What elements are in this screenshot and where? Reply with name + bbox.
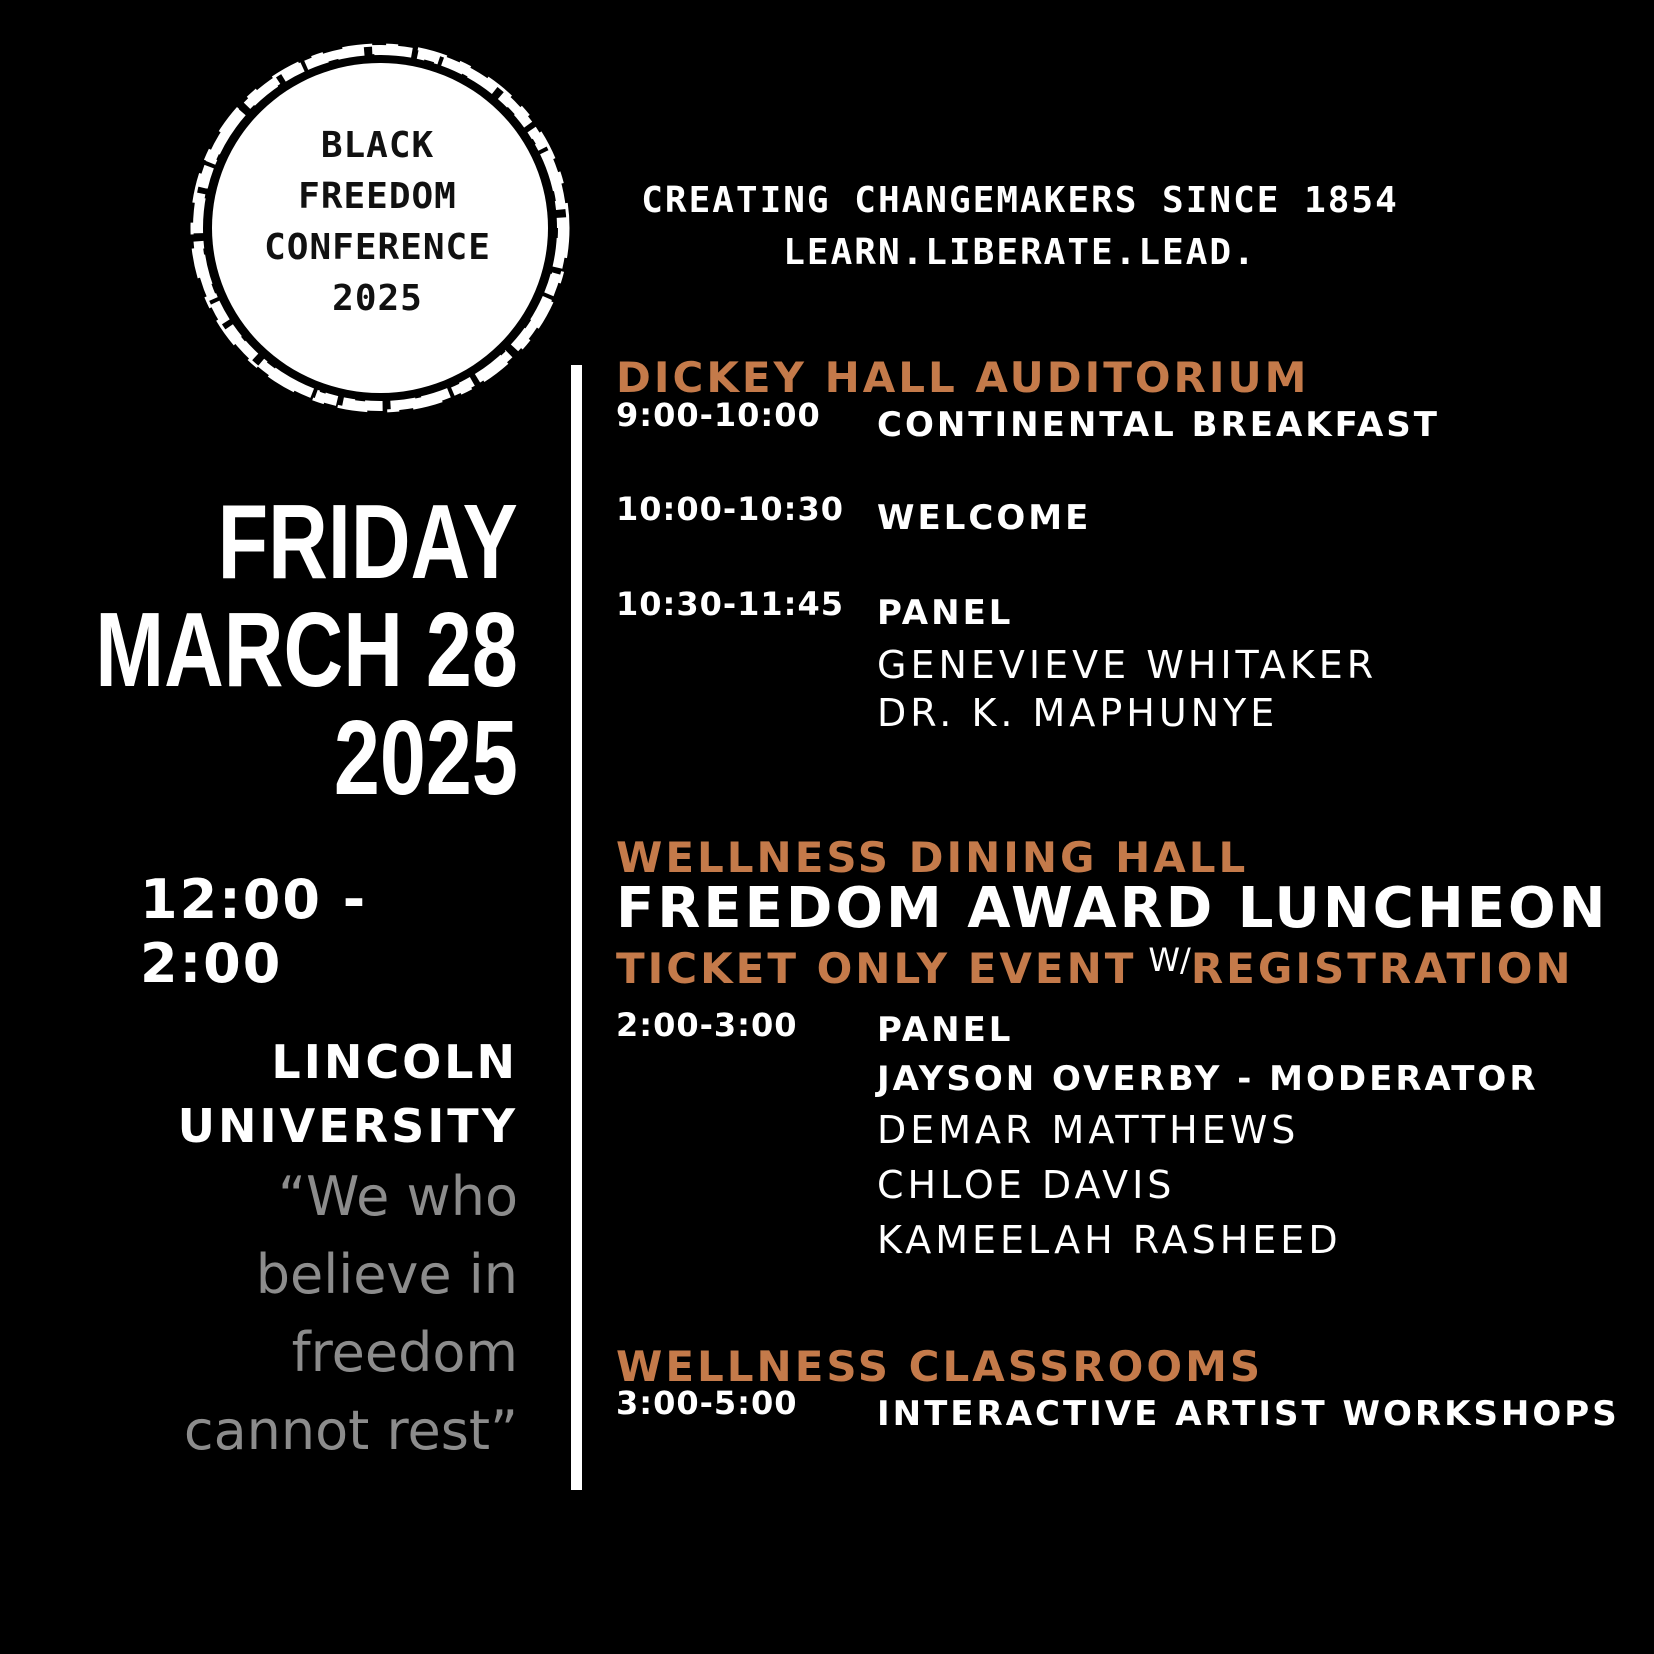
ticket-with: W/: [1148, 941, 1191, 979]
tagline-line-2: LEARN.LIBERATE.LEAD.: [783, 232, 1257, 273]
event-title: CONTINENTAL BREAKFAST: [877, 405, 1440, 445]
quote-line: “We who: [277, 1165, 518, 1228]
panelist: CHLOE DAVIS: [877, 1163, 1176, 1207]
quote-line: freedom: [291, 1321, 518, 1384]
date-year: 2025: [334, 699, 518, 817]
vertical-divider: [571, 365, 582, 1490]
event-title: PANEL: [877, 593, 1014, 633]
ticket-note: [616, 936, 1574, 993]
event-title: PANEL: [877, 1010, 1014, 1050]
panelist: GENEVIEVE WHITAKER: [877, 643, 1378, 687]
quote-line: believe in: [255, 1243, 518, 1306]
venue-line-2: UNIVERSITY: [177, 1099, 518, 1153]
logo-line: BLACK: [320, 125, 435, 166]
location-classrooms: WELLNESS CLASSROOMS: [616, 1342, 1264, 1391]
time-slot: 9:00-10:00: [616, 396, 821, 434]
panelist: DEMAR MATTHEWS: [877, 1108, 1300, 1152]
logo-line: CONFERENCE: [264, 227, 491, 268]
time-slot: 10:00-10:30: [616, 490, 844, 528]
venue-line-1: LINCOLN: [271, 1035, 518, 1089]
logo-line: 2025: [332, 278, 423, 319]
date-month-day: MARCH 28: [95, 591, 518, 709]
quote: [98, 1158, 518, 1470]
event-title: INTERACTIVE ARTIST WORKSHOPS: [877, 1394, 1620, 1434]
left-time: 12:00 - 2:00: [140, 868, 368, 995]
tagline-line-1: CREATING CHANGEMAKERS SINCE 1854: [641, 180, 1399, 221]
time-slot: 3:00-5:00: [616, 1384, 798, 1422]
location-dining-hall: WELLNESS DINING HALL: [616, 833, 1249, 882]
venue: [178, 1030, 518, 1158]
event-title: WELCOME: [877, 498, 1092, 538]
location-dickey-hall: DICKEY HALL AUDITORIUM: [616, 353, 1310, 402]
moderator: JAYSON OVERBY - MODERATOR: [877, 1059, 1539, 1099]
panelist: DR. K. MAPHUNYE: [877, 691, 1279, 735]
time-slot: 2:00-3:00: [616, 1006, 798, 1044]
ticket-suffix: REGISTRATION: [1190, 944, 1574, 993]
quote-line: cannot rest”: [183, 1399, 518, 1462]
logo-line: FREEDOM: [298, 176, 457, 217]
panelist: KAMEELAH RASHEED: [877, 1218, 1342, 1262]
luncheon-headline: FREEDOM AWARD LUNCHEON: [616, 876, 1609, 941]
date-day: FRIDAY: [217, 483, 518, 601]
tagline: [585, 175, 1455, 279]
time-slot: 10:30-11:45: [616, 585, 844, 623]
logo-text: [205, 120, 550, 324]
ticket-prefix: TICKET ONLY EVENT: [616, 944, 1137, 993]
